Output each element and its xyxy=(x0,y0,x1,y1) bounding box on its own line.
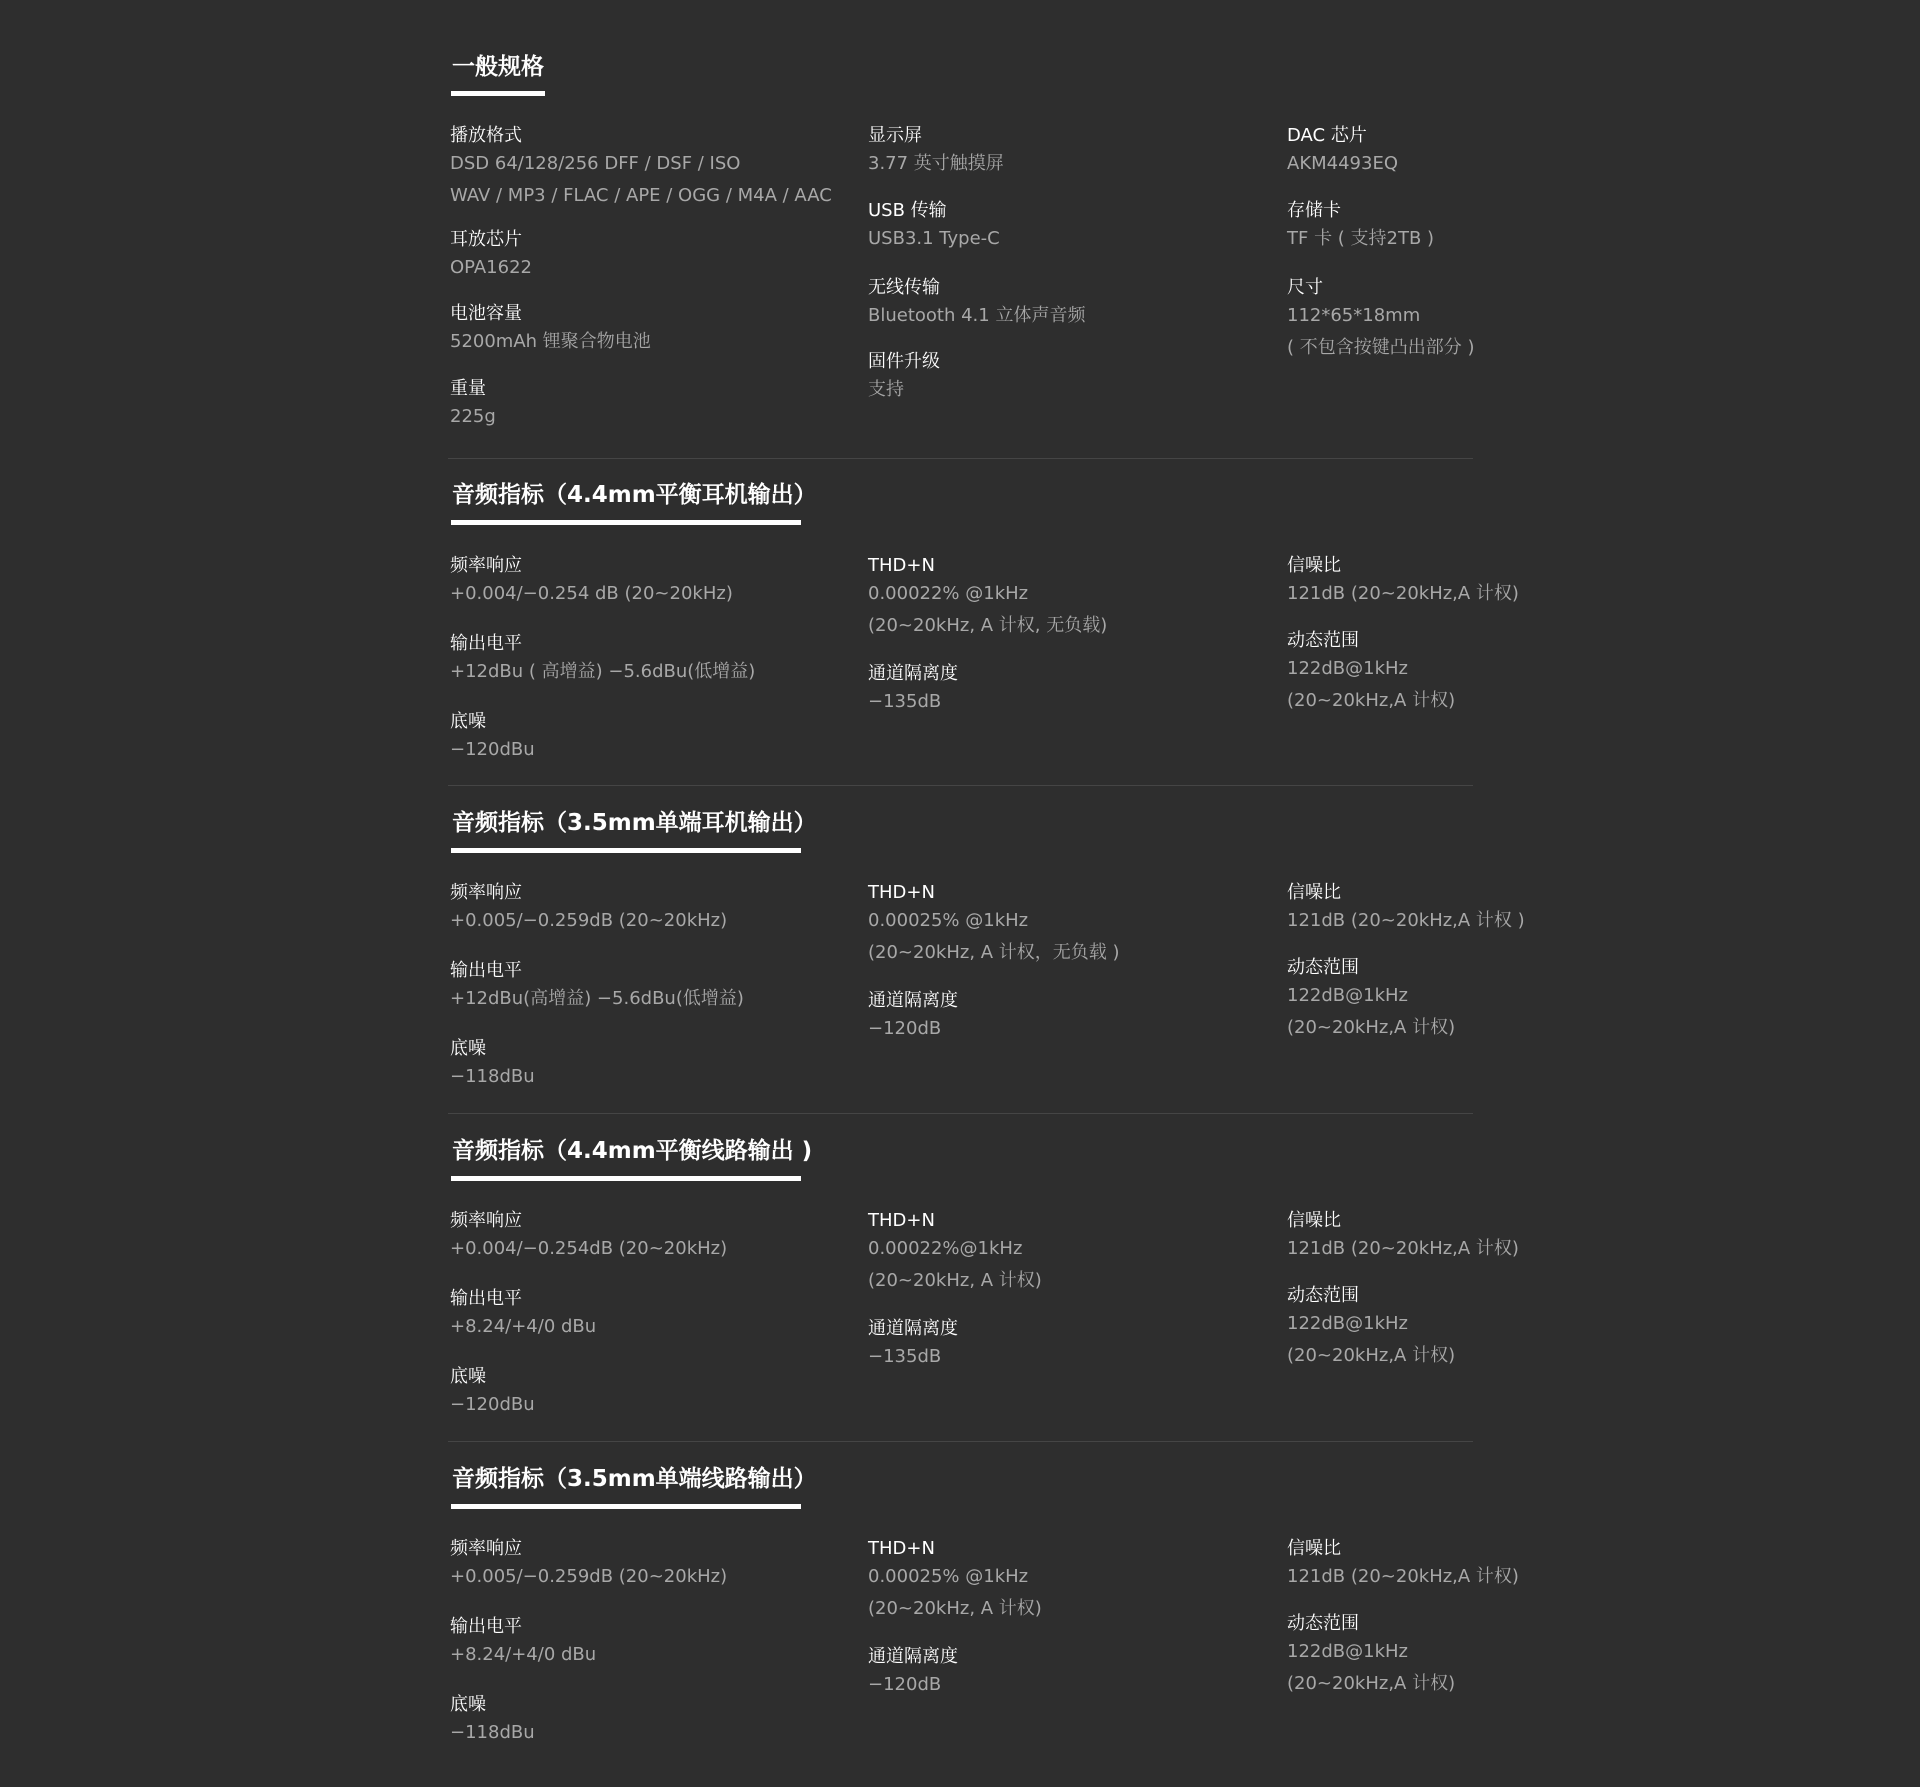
spec-label: THD+N xyxy=(868,1210,935,1231)
spec-dynamic-range xyxy=(1287,1284,1455,1372)
spec-label: 底噪 xyxy=(450,1694,486,1715)
spec-value: (20~20kHz,A 计权) xyxy=(1287,1345,1456,1366)
spec-value: WAV / MP3 / FLAC / APE / OGG / M4A / AAC xyxy=(450,185,832,206)
title-underline xyxy=(451,91,545,96)
spec-value: 122dB@1kHz xyxy=(1287,1313,1408,1334)
spec-value: −120dBu xyxy=(450,1394,535,1415)
spec-value: −135dB xyxy=(868,1346,942,1367)
spec-value: +0.004/−0.254dB (20~20kHz) xyxy=(450,1238,728,1259)
section-divider xyxy=(448,785,1473,786)
spec-frequency-response xyxy=(450,1537,727,1593)
spec-label: 信噪比 xyxy=(1287,882,1341,903)
spec-value: (20~20kHz,A 计权) xyxy=(1287,1673,1456,1694)
spec-dac xyxy=(1287,124,1398,180)
spec-value: (20~20kHz, A 计权) xyxy=(868,1270,1042,1291)
spec-frequency-response xyxy=(450,881,727,937)
spec-label: 信噪比 xyxy=(1287,1538,1341,1559)
title-underline xyxy=(451,848,801,853)
spec-output-level xyxy=(450,1615,596,1671)
spec-value: (20~20kHz, A 计权，无负载 ) xyxy=(868,942,1120,963)
spec-output-level xyxy=(450,959,744,1015)
section-divider xyxy=(448,1113,1473,1114)
spec-thd xyxy=(868,554,1107,642)
spec-value: 0.00022% @1kHz xyxy=(868,583,1029,604)
title-underline xyxy=(451,1504,801,1509)
spec-thd xyxy=(868,881,1120,969)
spec-channel-separation xyxy=(868,662,958,718)
spec-label: 底噪 xyxy=(450,1366,486,1387)
spec-value: +8.24/+4/0 dBu xyxy=(450,1644,597,1665)
spec-label: 动态范围 xyxy=(1287,1613,1359,1634)
spec-thd xyxy=(868,1209,1042,1297)
spec-label: 底噪 xyxy=(450,711,486,732)
spec-noise-floor xyxy=(450,1693,535,1749)
spec-wireless xyxy=(868,276,1085,332)
title-underline xyxy=(451,1176,801,1181)
section-title: 音频指标（4.4mm平衡耳机输出） xyxy=(452,482,817,508)
spec-label: 频率响应 xyxy=(450,1538,522,1559)
spec-value: (20~20kHz, A 计权) xyxy=(868,1598,1042,1619)
spec-label: 尺寸 xyxy=(1287,277,1323,298)
spec-value: 5200mAh 锂聚合物电池 xyxy=(450,331,651,352)
spec-usb xyxy=(868,199,1000,255)
spec-noise-floor xyxy=(450,710,535,766)
spec-label: 通道隔离度 xyxy=(868,1646,958,1667)
spec-value: 0.00022%@1kHz xyxy=(868,1238,1023,1259)
spec-storage xyxy=(1287,199,1434,255)
spec-label: 播放格式 xyxy=(450,125,522,146)
spec-value: 3.77 英寸触摸屏 xyxy=(868,153,1004,174)
general-specs-section xyxy=(448,52,1473,432)
spec-value: 121dB (20~20kHz,A 计权) xyxy=(1287,583,1519,604)
spec-label: THD+N xyxy=(868,882,935,903)
section-title: 音频指标（4.4mm平衡线路输出 ) xyxy=(452,1138,813,1164)
spec-snr xyxy=(1287,1209,1519,1265)
spec-frequency-response xyxy=(450,554,733,610)
section-divider xyxy=(448,458,1473,459)
spec-value: 0.00025% @1kHz xyxy=(868,1566,1029,1587)
spec-value: 支持 xyxy=(868,379,904,400)
spec-snr xyxy=(1287,881,1525,937)
spec-label: 重量 xyxy=(450,378,486,399)
spec-label: 输出电平 xyxy=(450,633,522,654)
spec-value: 121dB (20~20kHz,A 计权) xyxy=(1287,1238,1519,1259)
spec-value: USB3.1 Type-C xyxy=(868,228,1000,249)
section-title: 音频指标（3.5mm单端耳机输出） xyxy=(452,810,817,836)
spec-amp-chip xyxy=(450,228,532,284)
spec-label: 固件升级 xyxy=(868,351,940,372)
spec-label: 通道隔离度 xyxy=(868,990,958,1011)
spec-snr xyxy=(1287,1537,1519,1593)
spec-value: 0.00025% @1kHz xyxy=(868,910,1029,931)
spec-frequency-response xyxy=(450,1209,727,1265)
spec-label: 通道隔离度 xyxy=(868,1318,958,1339)
spec-value: −135dB xyxy=(868,691,942,712)
spec-label: USB 传输 xyxy=(868,200,947,221)
spec-output-level xyxy=(450,1287,596,1343)
spec-channel-separation xyxy=(868,989,958,1045)
spec-value: −120dB xyxy=(868,1018,942,1039)
spec-size xyxy=(1287,276,1475,364)
section-title: 音频指标（3.5mm单端线路输出） xyxy=(452,1466,817,1492)
spec-value: 121dB (20~20kHz,A 计权 ) xyxy=(1287,910,1525,931)
spec-label: 动态范围 xyxy=(1287,1285,1359,1306)
section-divider xyxy=(448,1441,1473,1442)
spec-value: Bluetooth 4.1 立体声音频 xyxy=(868,305,1086,326)
spec-label: 耳放芯片 xyxy=(450,229,522,250)
spec-value: −118dBu xyxy=(450,1722,535,1743)
spec-label: 频率响应 xyxy=(450,882,522,903)
spec-display xyxy=(868,124,1004,180)
spec-dynamic-range xyxy=(1287,1612,1455,1700)
spec-label: 动态范围 xyxy=(1287,630,1359,651)
spec-value: 225g xyxy=(450,406,496,427)
spec-value: −118dBu xyxy=(450,1066,535,1087)
spec-value: +12dBu(高增益) −5.6dBu(低增益) xyxy=(450,988,744,1009)
spec-value: +12dBu ( 高增益) −5.6dBu(低增益) xyxy=(450,661,756,682)
spec-value: AKM4493EQ xyxy=(1287,153,1398,174)
spec-noise-floor xyxy=(450,1037,535,1093)
spec-value: 122dB@1kHz xyxy=(1287,1641,1408,1662)
spec-value: 122dB@1kHz xyxy=(1287,985,1408,1006)
spec-value: +0.004/−0.254 dB (20~20kHz) xyxy=(450,583,733,604)
spec-value: −120dBu xyxy=(450,739,535,760)
spec-label: 输出电平 xyxy=(450,1616,522,1637)
spec-value: (20~20kHz,A 计权) xyxy=(1287,690,1456,711)
spec-firmware xyxy=(868,350,940,406)
spec-label: 频率响应 xyxy=(450,1210,522,1231)
spec-channel-separation xyxy=(868,1645,958,1701)
spec-play-format xyxy=(450,124,832,212)
spec-label: 底噪 xyxy=(450,1038,486,1059)
spec-value: 112*65*18mm xyxy=(1287,305,1421,326)
spec-label: 显示屏 xyxy=(868,125,922,146)
audio-specs-section xyxy=(448,808,1525,1098)
spec-value: DSD 64/128/256 DFF / DSF / ISO xyxy=(450,153,741,174)
spec-snr xyxy=(1287,554,1519,610)
spec-label: 信噪比 xyxy=(1287,1210,1341,1231)
audio-specs-section xyxy=(448,1464,1519,1754)
spec-output-level xyxy=(450,632,755,688)
spec-value: (20~20kHz, A 计权, 无负载) xyxy=(868,615,1108,636)
audio-specs-section xyxy=(448,1136,1519,1426)
spec-value: +0.005/−0.259dB (20~20kHz) xyxy=(450,1566,728,1587)
audio-specs-section xyxy=(448,480,1519,770)
spec-channel-separation xyxy=(868,1317,958,1373)
spec-weight xyxy=(450,377,496,433)
spec-noise-floor xyxy=(450,1365,535,1421)
spec-label: 频率响应 xyxy=(450,555,522,576)
spec-value: OPA1622 xyxy=(450,257,532,278)
spec-battery xyxy=(450,302,651,358)
title-underline xyxy=(451,520,801,525)
spec-label: 输出电平 xyxy=(450,1288,522,1309)
spec-value: TF 卡 ( 支持2TB ) xyxy=(1287,228,1435,249)
spec-dynamic-range xyxy=(1287,956,1455,1044)
spec-label: THD+N xyxy=(868,555,935,576)
spec-value: (20~20kHz,A 计权) xyxy=(1287,1017,1456,1038)
spec-value: 122dB@1kHz xyxy=(1287,658,1408,679)
spec-label: 输出电平 xyxy=(450,960,522,981)
section-title: 一般规格 xyxy=(452,54,544,80)
spec-label: DAC 芯片 xyxy=(1287,125,1367,146)
spec-label: 通道隔离度 xyxy=(868,663,958,684)
spec-label: 动态范围 xyxy=(1287,957,1359,978)
spec-label: 电池容量 xyxy=(450,303,522,324)
spec-label: 信噪比 xyxy=(1287,555,1341,576)
spec-value: −120dB xyxy=(868,1674,942,1695)
spec-label: 存储卡 xyxy=(1287,200,1341,221)
spec-value: +0.005/−0.259dB (20~20kHz) xyxy=(450,910,728,931)
spec-label: THD+N xyxy=(868,1538,935,1559)
spec-thd xyxy=(868,1537,1042,1625)
spec-label: 无线传输 xyxy=(868,277,940,298)
spec-value: 121dB (20~20kHz,A 计权) xyxy=(1287,1566,1519,1587)
spec-dynamic-range xyxy=(1287,629,1455,717)
spec-value: +8.24/+4/0 dBu xyxy=(450,1316,597,1337)
spec-value: ( 不包含按键凸出部分 ) xyxy=(1287,337,1475,358)
